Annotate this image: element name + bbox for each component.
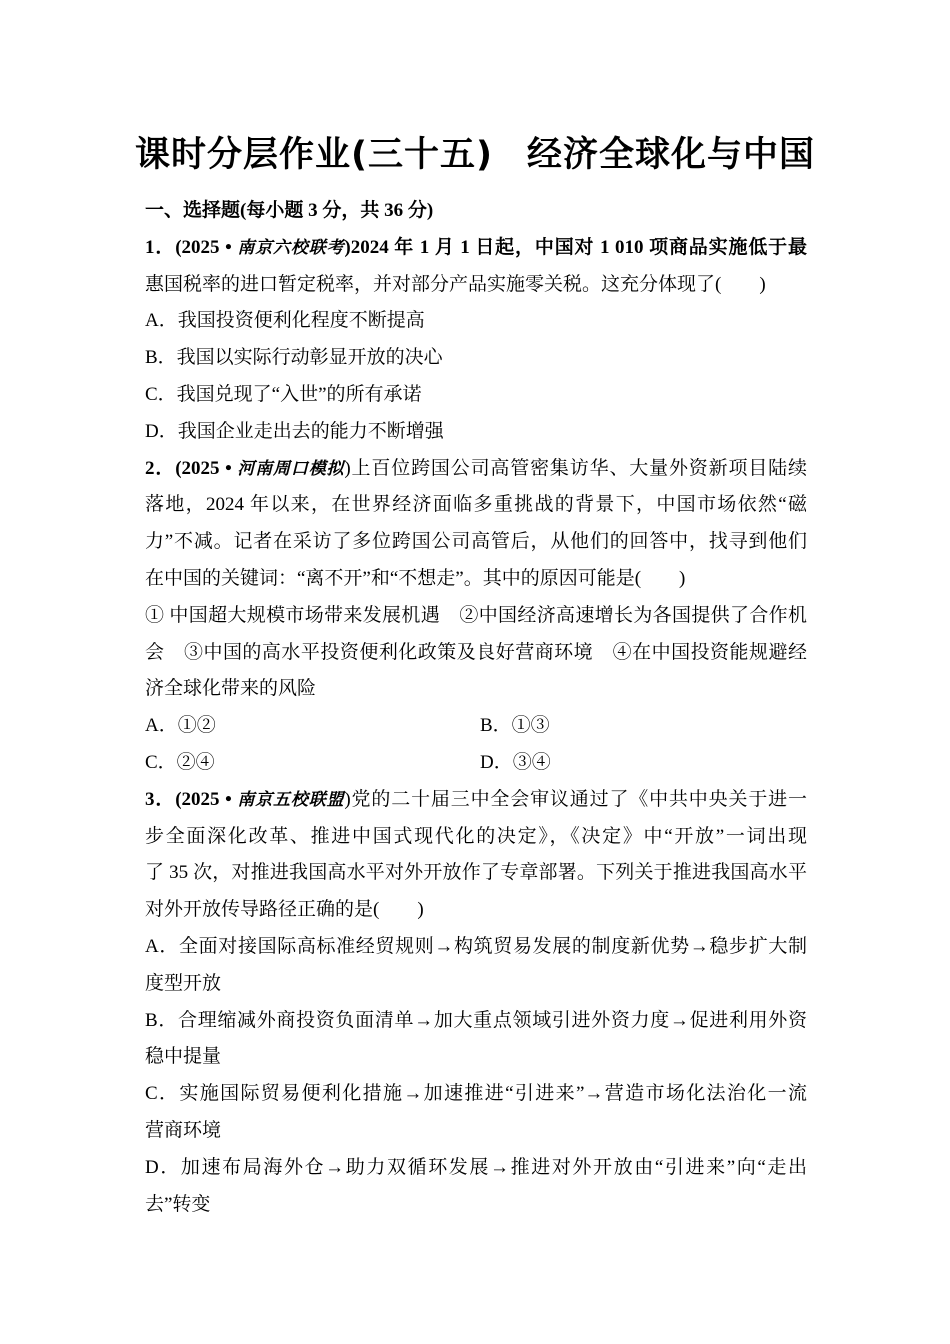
option-c: C．②④: [145, 751, 215, 773]
question-year: (2025: [175, 457, 220, 479]
question-year: (2025: [175, 788, 220, 810]
stem-text: )2024 年 1 月 1 日起，中国对 1 010 项商品实施低于最: [344, 236, 808, 258]
option-a: A．我国投资便利化程度不断提高: [145, 310, 425, 332]
question-stem-line: 落地，2024 年以来，在世界经济面临多重挑战的背景下，中国市场依然“磁: [145, 494, 807, 516]
option-d-continued: 去”转变: [145, 1193, 211, 1215]
question-year: (2025: [175, 236, 220, 258]
title-main: 课时分层作业(三十五): [134, 135, 493, 175]
option-d: D．③④: [480, 751, 551, 773]
option-row: [145, 745, 807, 782]
question-stem-line: [145, 230, 807, 267]
question-3: [145, 782, 807, 1224]
option-b: B．我国以实际行动彰显开放的决心: [145, 347, 443, 369]
question-stem-line: 在中国的关键词：“离不开”和“不想走”。其中的原因可能是( ): [145, 567, 686, 589]
option-d: D．我国企业走出去的能力不断增强: [145, 420, 444, 442]
option-d: D．加速布局海外仓→助力双循环发展→推进对外开放由“引进来”向“走出: [145, 1156, 807, 1178]
option-a: A．①②: [145, 715, 216, 737]
section-heading: 一、选择题(每小题 3 分，共 36 分): [145, 200, 434, 221]
question-number: 2．: [145, 457, 176, 479]
question-stem-line: [145, 451, 807, 488]
question-stem-line: 力”不减。记者在采访了多位跨国公司高管后，从他们的回答中，找寻到他们: [145, 531, 807, 553]
question-dot: •: [225, 457, 232, 479]
option-c-continued: 营商环境: [145, 1119, 222, 1141]
option-c: C．我国兑现了“入世”的所有承诺: [145, 383, 422, 405]
question-stem-line: 对外开放传导路径正确的是( ): [145, 899, 424, 921]
question-source: 南京六校联考: [237, 237, 345, 258]
question-source: 南京五校联盟: [237, 789, 345, 810]
content: [145, 193, 807, 1223]
option-b-continued: 稳中提量: [145, 1046, 222, 1068]
title-sub: 经济全球化与中国: [526, 135, 815, 175]
statement-line: 济全球化带来的风险: [145, 678, 317, 700]
option-c: C．实施国际贸易便利化措施→加速推进“引进来”→营造市场化法治化一流: [145, 1083, 807, 1105]
option-a: A．全面对接国际高标准经贸规则→构筑贸易发展的制度新优势→稳步扩大制: [145, 935, 807, 957]
question-number: 3．: [145, 788, 176, 810]
statement-line: 会 ③中国的高水平投资便利化政策及良好营商环境 ④在中国投资能规避经: [145, 641, 807, 663]
question-stem-line: 了 35 次，对推进我国高水平对外开放作了专章部署。下列关于推进我国高水平: [145, 862, 807, 884]
stem-text: )党的二十届三中全会审议通过了《中共中央关于进一: [344, 788, 807, 810]
option-a-continued: 度型开放: [145, 972, 222, 994]
page-title: [0, 127, 950, 177]
question-stem-line: 步全面深化改革、推进中国式现代化的决定》，《决定》中“开放”一词出现: [145, 825, 807, 847]
option-b: B．合理缩减外商投资负面清单→加大重点领域引进外资力度→促进利用外资: [145, 1009, 807, 1031]
question-2: [145, 451, 807, 782]
question-dot: •: [225, 788, 232, 810]
question-stem-line: [145, 782, 807, 819]
question-source: 河南周口模拟: [237, 458, 345, 479]
question-stem-line: 惠国税率的进口暂定税率，并对部分产品实施零关税。这充分体现了( ): [145, 273, 766, 295]
statement-line: ① 中国超大规模市场带来发展机遇 ②中国经济高速增长为各国提供了合作机: [145, 604, 807, 626]
question-number: 1．: [145, 236, 176, 258]
stem-text: )上百位跨国公司高管密集访华、大量外资新项目陆续: [344, 457, 807, 479]
question-1: [145, 230, 807, 451]
question-dot: •: [225, 236, 232, 258]
option-row: [145, 708, 807, 745]
option-b: B．①③: [480, 715, 550, 737]
